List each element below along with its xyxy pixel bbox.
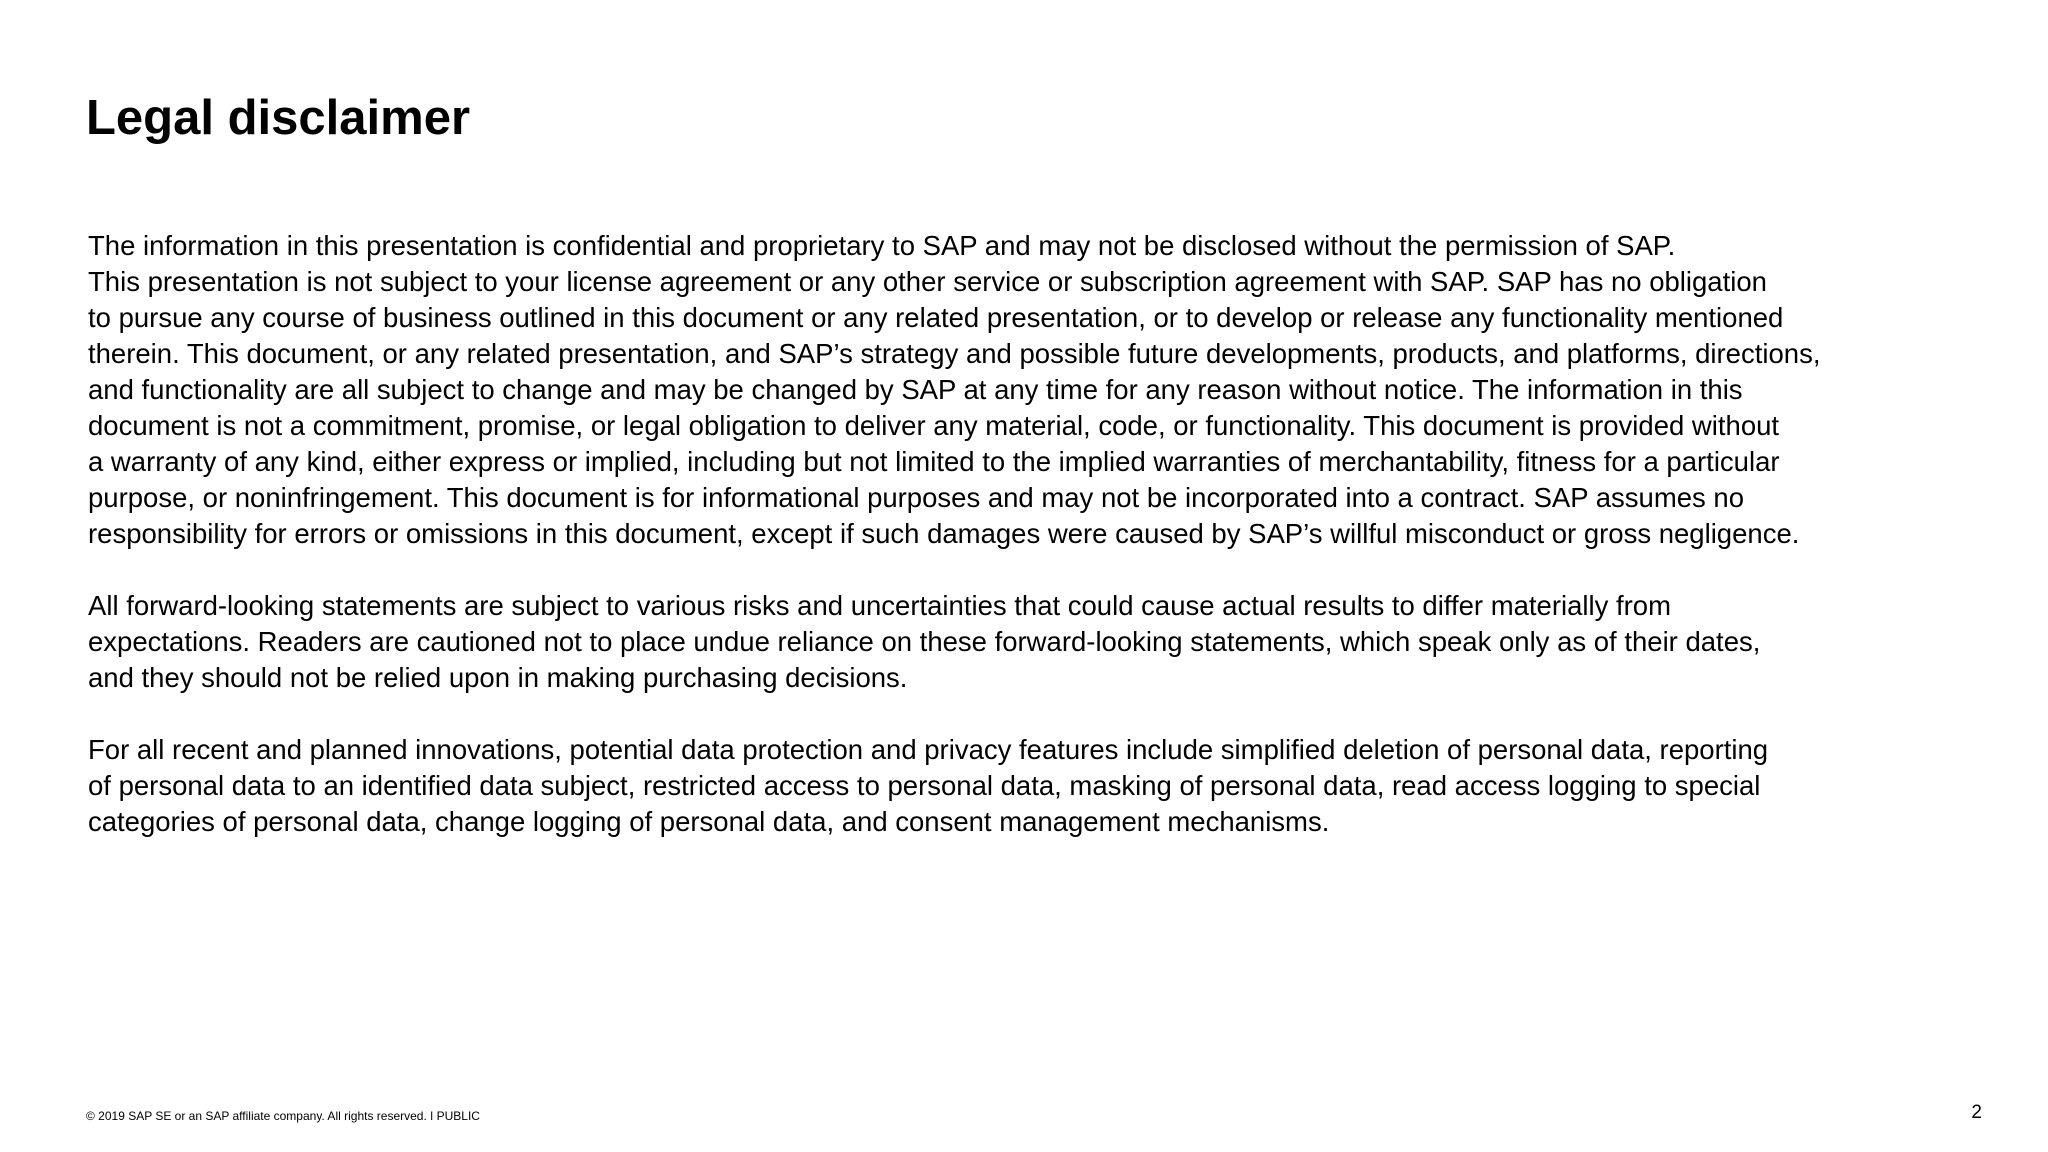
text-line: responsibility for errors or omissions in this document, except if such damages were caused by SAP’s willful misconduct or gross negligence. — [88, 518, 1800, 549]
text-line: of personal data to an identified data subject, restricted access to personal data, masking of personal data, read access logging to special — [88, 770, 1761, 801]
text-line: The information in this presentation is confidential and proprietary to SAP and may not be disclosed without the permission of SAP. — [88, 230, 1676, 261]
page-number: 2 — [1971, 1102, 1982, 1123]
disclaimer-paragraph-forward-looking — [88, 588, 2018, 696]
text-line: For all recent and planned innovations, potential data protection and privacy features include simplified deletion of personal data, reporting — [88, 734, 1769, 765]
text-line: All forward-looking statements are subject to various risks and uncertainties that could cause actual results to differ materially from — [88, 590, 1671, 621]
text-line: therein. This document, or any related presentation, and SAP’s strategy and possible future developments, products, and platforms, directions, — [88, 338, 1821, 369]
text-line: to pursue any course of business outlined in this document or any related presentation, or to develop or release any functionality mentioned — [88, 302, 1784, 333]
text-line: a warranty of any kind, either express or implied, including but not limited to the implied warranties of merchantability, fitness for a particular — [88, 446, 1780, 477]
disclaimer-paragraph-data-protection — [88, 732, 2018, 840]
text-line: categories of personal data, change logging of personal data, and consent management mechanisms. — [88, 806, 1330, 837]
text-line: document is not a commitment, promise, or legal obligation to deliver any material, code, or functionality. This document is provided without — [88, 410, 1780, 441]
disclaimer-paragraph-confidentiality — [88, 228, 2018, 552]
page-title: Legal disclaimer — [86, 91, 471, 145]
text-line: This presentation is not subject to your license agreement or any other service or subscription agreement with SAP. SAP has no obligation — [88, 266, 1767, 297]
text-line: expectations. Readers are cautioned not to place undue reliance on these forward-looking statements, which speak only as of their dates, — [88, 626, 1761, 657]
disclaimer-body — [88, 228, 2018, 876]
text-line: and they should not be relied upon in making purchasing decisions. — [88, 662, 908, 693]
text-line: purpose, or noninfringement. This document is for informational purposes and may not be incorporated into a contract. SAP assumes no — [88, 482, 1745, 513]
text-line: and functionality are all subject to change and may be changed by SAP at any time for any reason without notice. The information in this — [88, 374, 1743, 405]
footer-copyright: © 2019 SAP SE or an SAP affiliate company. All rights reserved. ǀ PUBLIC — [86, 1109, 480, 1123]
